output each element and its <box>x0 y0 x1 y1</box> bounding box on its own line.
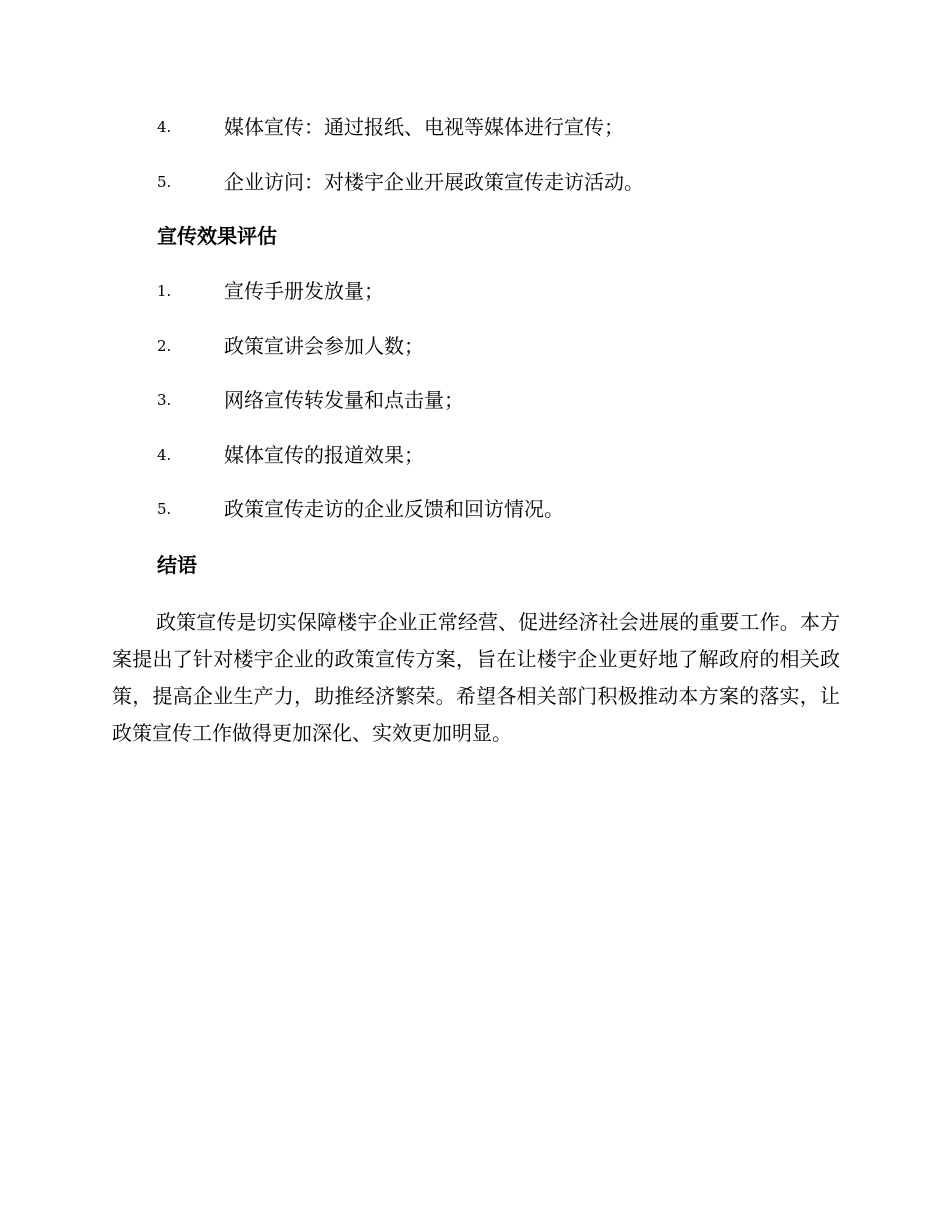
section-heading-conclusion: 结语 <box>157 553 197 577</box>
list-item-number: 4. <box>157 118 172 136</box>
list-item-number: 5. <box>157 500 172 519</box>
list-item-number: 2. <box>157 336 172 355</box>
list-evaluation <box>0 274 950 547</box>
list-item-number: 3. <box>157 391 172 410</box>
list-item-text: 政策宣传走访的企业反馈和回访情况。 <box>224 497 564 522</box>
list-item <box>0 274 950 329</box>
conclusion-paragraph: 政策宣传是切实保障楼宇企业正常经营、促进经济社会进展的重要工作。本方案提出了针对楼宇企业的政策宣传方案，旨在让楼宇企业更好地了解政府的相关政策，提高企业生产力，助推经济繁荣。希望各相关部门积极推动本方案的落实，让政策宣传工作做得更加深化、实效更加明显。 <box>112 610 840 745</box>
section-heading-evaluation: 宣传效果评估 <box>157 224 277 248</box>
list-item <box>0 110 950 165</box>
list-item <box>0 383 950 438</box>
list-item-text: 政策宣讲会参加人数； <box>224 333 424 358</box>
list-item-number: 4. <box>157 445 172 464</box>
list-top <box>0 110 950 219</box>
list-item <box>0 492 950 547</box>
list-item-number: 1. <box>157 282 172 300</box>
list-item-number: 5. <box>157 172 172 191</box>
list-item-text: 宣传手册发放量； <box>224 279 384 303</box>
list-item <box>0 438 950 493</box>
list-item-text: 企业访问：对楼宇企业开展政策宣传走访活动。 <box>224 169 644 194</box>
list-item-text: 媒体宣传：通过报纸、电视等媒体进行宣传； <box>224 115 624 139</box>
list-item <box>0 165 950 220</box>
list-item <box>0 329 950 384</box>
list-item-text: 网络宣传转发量和点击量； <box>224 388 464 413</box>
list-item-text: 媒体宣传的报道效果； <box>224 442 424 467</box>
